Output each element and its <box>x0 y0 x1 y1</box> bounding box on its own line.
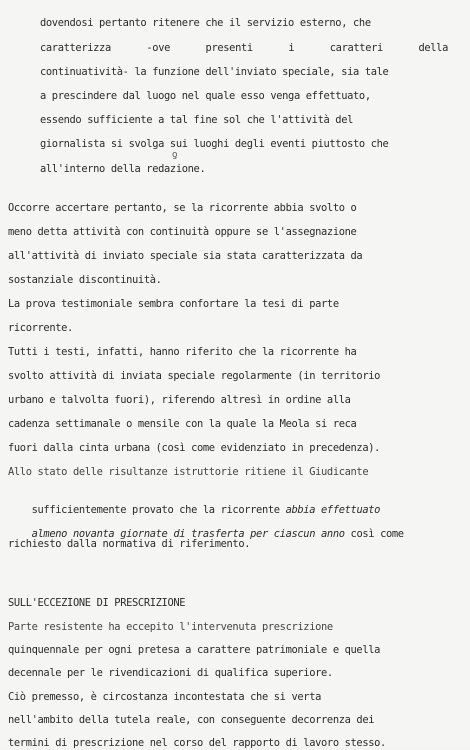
handwritten-mark: ƍ <box>172 150 178 160</box>
text-line: continuatività- la funzione dell'inviato speciale, sia tale <box>40 66 389 78</box>
section-heading: SULL'ECCEZIONE DI PRESCRIZIONE <box>8 597 186 609</box>
text-line: caratterizza -ove presenti i caratteri della <box>40 42 448 54</box>
text-line: quinquennale per ogni pretesa a carattere patrimoniale e quella <box>8 644 381 656</box>
text-segment: così come <box>344 528 404 540</box>
text-line: nell'ambito della tutela reale, con conseguente decorrenza dei <box>8 714 375 726</box>
emphasis-text: abbia effettuato <box>285 504 381 516</box>
text-line: ricorrente. <box>8 322 73 334</box>
text-line: urbano e talvolta fuori), riferendo altresì in ordine alla <box>8 394 351 406</box>
text-line: La prova testimoniale sembra confortare la tesi di parte <box>8 298 339 310</box>
emphasis-text: almeno novanta giornate di trasferta per ciascun anno <box>31 528 345 540</box>
text-line: cadenza settimanale o mensile con la quale la Meola si reca <box>8 418 357 430</box>
text-line: Parte resistente ha eccepito l'intervenuta prescrizione <box>8 621 333 633</box>
text-line: giornalista si svolga sui luoghi degli eventi piuttosto che <box>40 138 389 150</box>
text-line: decennale per le rivendicazioni di qualifica superiore. <box>8 667 333 679</box>
text-line: fuori dalla cinta urbana (così come evidenziato in precedenza). <box>8 442 381 454</box>
text-line: all'interno della redazione. <box>40 163 206 175</box>
text-line: dovendosi pertanto ritenere che il servizio esterno, che <box>40 17 371 29</box>
text-line: svolto attività di inviata speciale regolarmente (in territorio <box>8 370 381 382</box>
text-line: meno detta attività con continuità oppure se l'assegnazione <box>8 226 357 238</box>
text-line: essendo sufficiente a tal fine sol che l'attività del <box>40 114 354 126</box>
text-line: termini di prescrizione nel corso del rapporto di lavoro stesso. <box>8 737 386 749</box>
text-line: all'attività di inviato speciale sia stata caratterizzata da <box>8 250 363 262</box>
text-line: a prescindere dal luogo nel quale esso venga effettuato, <box>40 90 371 102</box>
text-line: Occorre accertare pertanto, se la ricorrente abbia svolto o <box>8 202 357 214</box>
text-line: richiesto dalla normativa di riferimento. <box>8 538 251 550</box>
text-line: Tutti i testi, infatti, hanno riferito che la ricorrente ha <box>8 346 357 358</box>
text-segment: sufficientemente provato che la ricorrente <box>31 504 280 516</box>
text-line: sostanziale discontinuità. <box>8 274 162 286</box>
text-line: Allo stato delle risultanze istruttorie ritiene il Giudicante <box>8 466 369 478</box>
text-line: Ciò premesso, è circostanza incontestata che si verta <box>8 691 322 703</box>
